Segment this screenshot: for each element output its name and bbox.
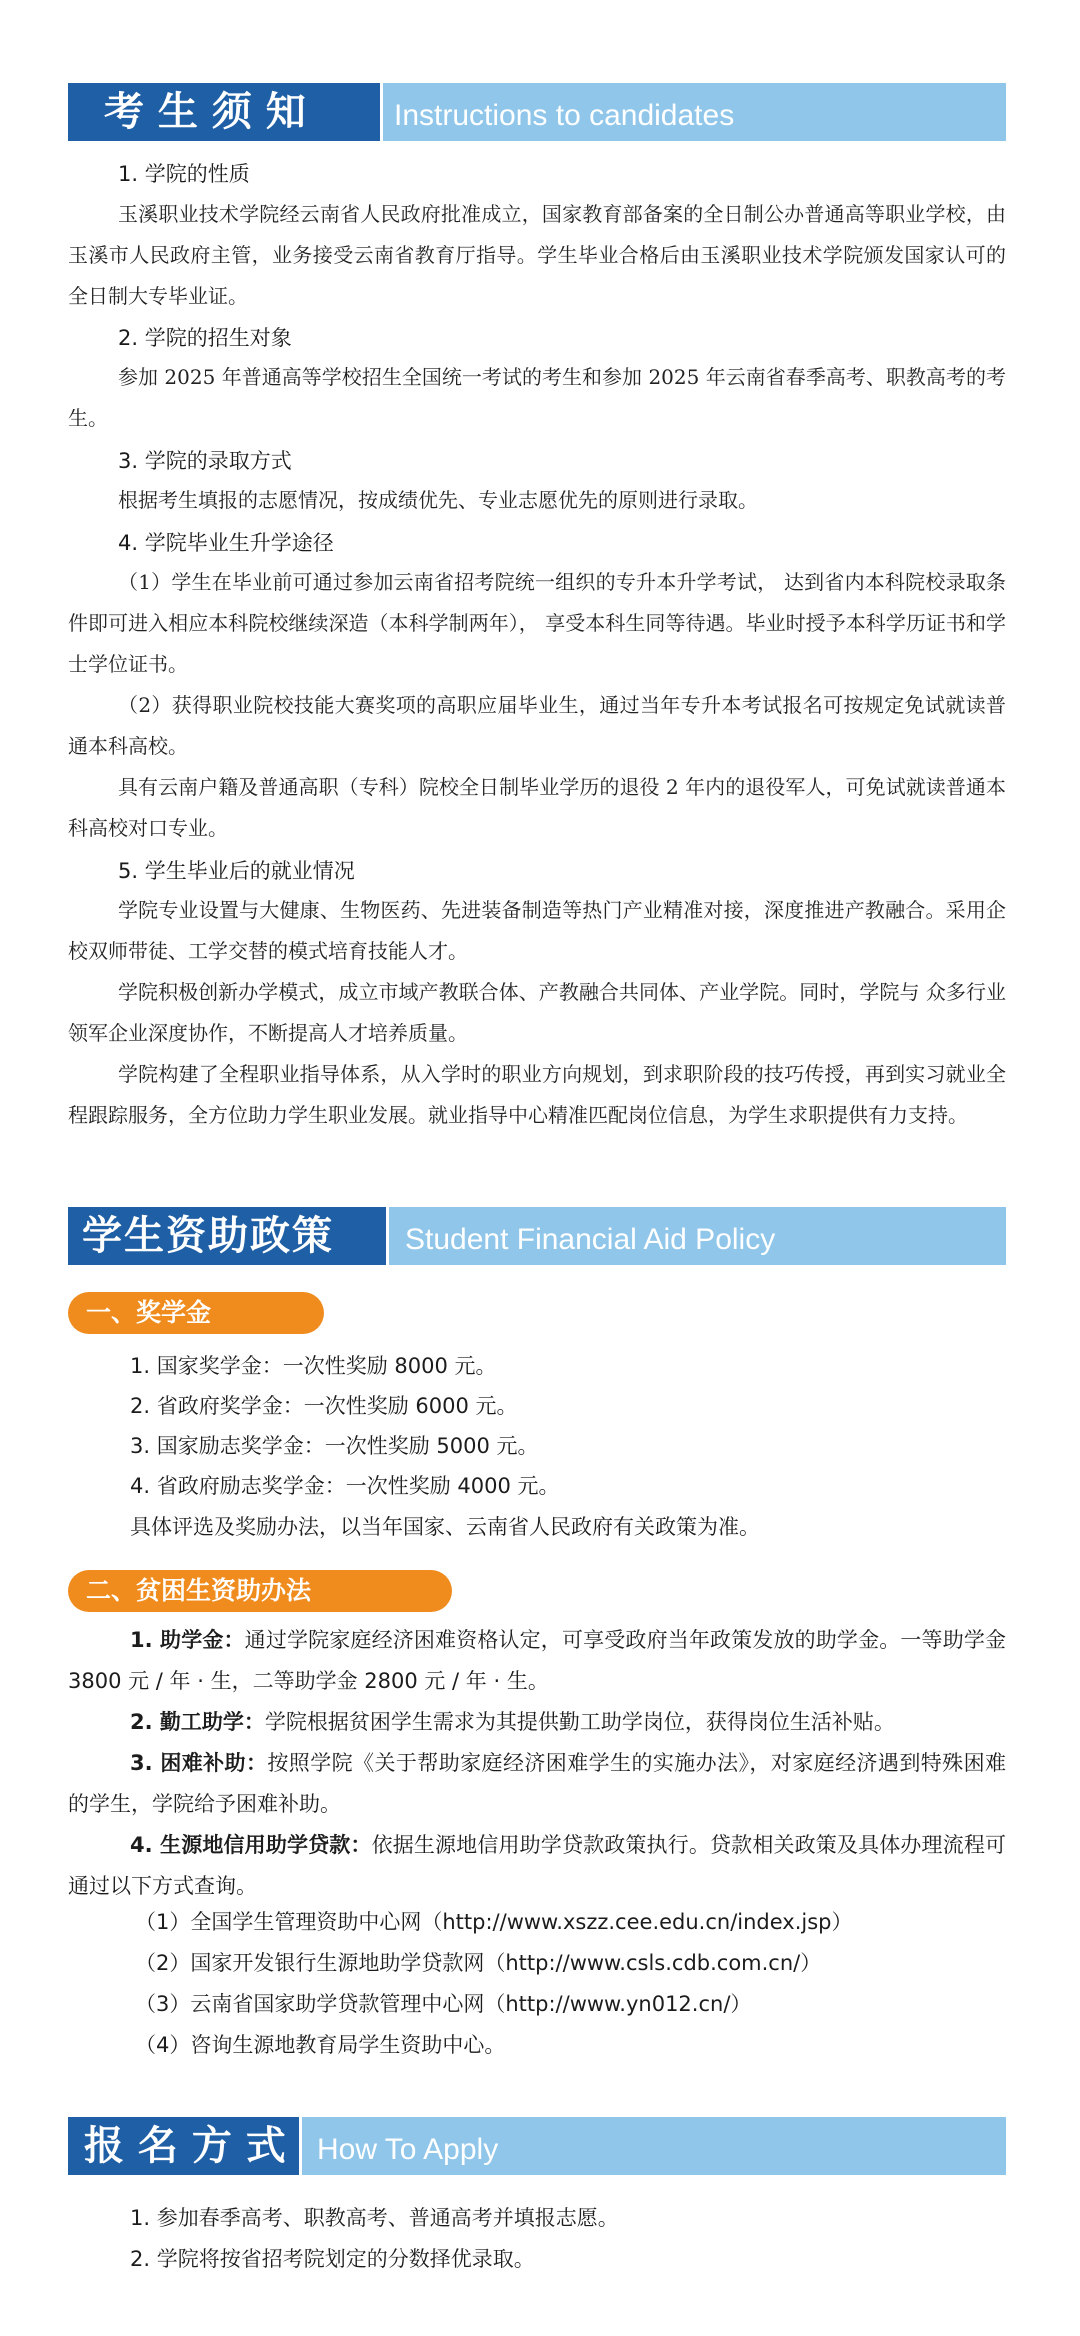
section-heading-targets: 2. 学院的招生对象 <box>118 326 292 350</box>
poverty-aid-heading: 二、贫困生资助办法 <box>68 1570 452 1612</box>
apply-title-en: How To Apply <box>317 2133 499 2166</box>
paragraph-admission: 根据考生填报的志愿情况，按成绩优先、专业志愿优先的原则进行录取。 <box>118 488 758 512</box>
scholarship-item: 3. 国家励志奖学金：一次性奖励 5000 元。 <box>130 1434 539 1458</box>
apply-banner <box>68 2117 1006 2175</box>
loan-info-link-item: （2）国家开发银行生源地助学贷款网（http://www.csls.cdb.com.cn/） <box>135 1951 822 1975</box>
apply-title-zh: 报 名 方 式 <box>68 2117 299 2175</box>
aid-grant-text: 通过学院家庭经济困难资格认定，可享受政府当年政策发放的助学金。一等助学金 3800 元 / 年 · 生，二等助学金 2800 元 / 年 · 生。 <box>68 1628 1007 1693</box>
work-study-text: 学院根据贫困学生需求为其提供勤工助学岗位，获得岗位生活补贴。 <box>264 1710 895 1734</box>
instructions-title-en: Instructions to candidates <box>394 99 735 132</box>
scholarship-note: 具体评选及奖励办法，以当年国家、云南省人民政府有关政策为准。 <box>130 1515 760 1539</box>
apply-step: 1. 参加春季高考、职教高考、普通高考并填报志愿。 <box>130 2206 619 2230</box>
section-heading-further-study: 4. 学院毕业生升学途径 <box>118 531 334 555</box>
student-loan-label: 4. 生源地信用助学贷款： <box>130 1833 372 1857</box>
scholarship-item: 2. 省政府奖学金：一次性奖励 6000 元。 <box>130 1394 518 1418</box>
paragraph-employment-1: 学院专业设置与大健康、生物医药、先进装备制造等热门产业精准对接，深度推进产教融合。采用企校双师带徒、工学交替的模式培育技能人才。 <box>68 898 1006 963</box>
aid-title-zh: 学生资助政策 <box>68 1207 386 1265</box>
section-heading-admission: 3. 学院的录取方式 <box>118 449 292 473</box>
section-heading-employment: 5. 学生毕业后的就业情况 <box>118 859 355 883</box>
scholarship-heading: 一、奖学金 <box>68 1292 324 1334</box>
work-study-paragraph <box>68 1702 1006 1743</box>
loan-info-link-item: （1）全国学生管理资助中心网（http://www.xszz.cee.edu.cn/index.jsp） <box>135 1910 853 1934</box>
aid-banner <box>68 1207 1006 1265</box>
scholarship-item: 1. 国家奖学金：一次性奖励 8000 元。 <box>130 1354 497 1378</box>
aid-grant-label: 1. 助学金： <box>130 1628 245 1652</box>
scholarship-item: 4. 省政府励志奖学金：一次性奖励 4000 元。 <box>130 1474 560 1498</box>
instructions-title-zh: 考 生 须 知 <box>68 83 380 141</box>
work-study-label: 2. 勤工助学： <box>130 1710 265 1734</box>
paragraph-targets: 参加 2025 年普通高等学校招生全国统一考试的考生和参加 2025 年云南省春季高考、职教高考的考生。 <box>68 365 1006 430</box>
section-heading-nature: 1. 学院的性质 <box>118 162 250 186</box>
paragraph-employment-2: 学院积极创新办学模式，成立市域产教联合体、产教融合共同体、产业学院。同时，学院与 众多行业领军企业深度协作，不断提高人才培养质量。 <box>68 980 1006 1045</box>
aid-grant-paragraph <box>68 1620 1006 1702</box>
student-loan-text: 依据生源地信用助学贷款政策执行。贷款相关政策及具体办理流程可通过以下方式查询。 <box>68 1833 1006 1898</box>
student-loan-paragraph <box>68 1825 1006 1907</box>
aid-title-en: Student Financial Aid Policy <box>405 1223 776 1256</box>
hardship-subsidy-paragraph <box>68 1743 1006 1825</box>
paragraph-employment-3: 学院构建了全程职业指导体系，从入学时的职业方向规划，到求职阶段的技巧传授，再到实习就业全程跟踪服务，全方位助力学生职业发展。就业指导中心精准匹配岗位信息，为学生求职提供有力支持。 <box>68 1062 1006 1127</box>
paragraph-nature: 玉溪职业技术学院经云南省人民政府批准成立，国家教育部备案的全日制公办普通高等职业学校，由玉溪市人民政府主管，业务接受云南省教育厅指导。学生毕业合格后由玉溪职业技术学院颁发国家认可的全日制大专毕业证。 <box>68 202 1006 308</box>
loan-info-link-item: （4）咨询生源地教育局学生资助中心。 <box>135 2033 506 2057</box>
hardship-subsidy-label: 3. 困难补助： <box>130 1751 268 1775</box>
paragraph-further-study-2: （2）获得职业院校技能大赛奖项的高职应届毕业生，通过当年专升本考试报名可按规定免试就读普通本科高校。 <box>68 693 1006 758</box>
apply-step: 2. 学院将按省招考院划定的分数择优录取。 <box>130 2247 535 2271</box>
paragraph-further-study-1: （1）学生在毕业前可通过参加云南省招考院统一组织的专升本升学考试， 达到省内本科院校录取条件即可进入相应本科院校继续深造（本科学制两年）， 享受本科生同等待遇。毕业时授予本科学历证书和学士学位证书。 <box>68 570 1006 676</box>
loan-info-link-item: （3）云南省国家助学贷款管理中心网（http://www.yn012.cn/） <box>135 1992 752 2016</box>
paragraph-further-study-3: 具有云南户籍及普通高职（专科）院校全日制毕业学历的退役 2 年内的退役军人，可免试就读普通本科高校对口专业。 <box>68 775 1006 840</box>
instructions-banner <box>68 83 1006 141</box>
hardship-subsidy-text: 按照学院《关于帮助家庭经济困难学生的实施办法》，对家庭经济遇到特殊困难的学生，学院给予困难补助。 <box>68 1751 1006 1816</box>
